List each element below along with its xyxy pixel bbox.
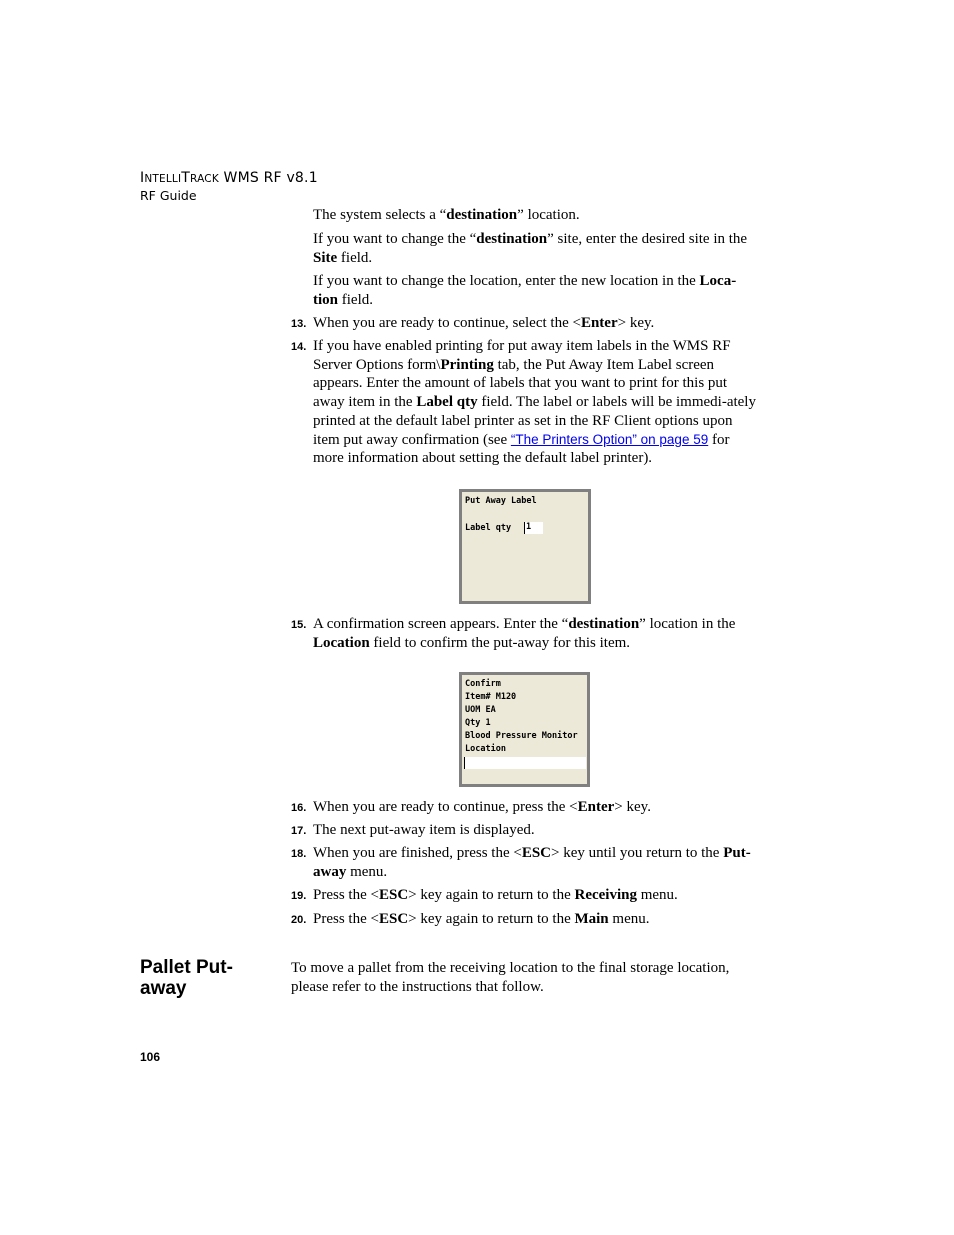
location-input[interactable] (464, 757, 586, 769)
paragraph-change-location: If you want to change the location, enter the new location in the Loca-tion field. (313, 273, 737, 308)
step-number: 17. (291, 825, 307, 837)
location-label: Location (465, 744, 506, 754)
paragraph-change-site: If you want to change the “destination” site, enter the desired site in the Site field. (313, 231, 748, 266)
put-away-label-screen (459, 489, 591, 604)
step-15-text: A confirmation screen appears. Enter the “destination” location in the Location field to confirm the put-away for this item. (313, 616, 736, 651)
step-17-text: The next put-away item is displayed. (313, 822, 535, 838)
screen-title: Put Away Label (465, 496, 537, 506)
label-qty-input[interactable]: 1 (524, 522, 543, 534)
section-body: To move a pallet from the receiving location to the final storage location, please refer to the instructions that follow. (291, 960, 730, 995)
label-qty-label: Label qty (465, 523, 512, 533)
running-header-title: INTELLITRACK WMS RF v8.1 (140, 170, 318, 186)
step-13-text: When you are ready to continue, select the <Enter> key. (313, 315, 655, 331)
qty: Qty 1 (465, 718, 491, 728)
section-heading: Pallet Put-away (140, 957, 233, 999)
step-number: 15. (291, 619, 307, 631)
step-number: 18. (291, 848, 307, 860)
confirm-title: Confirm (465, 679, 501, 689)
step-number: 16. (291, 802, 307, 814)
step-20-text: Press the <ESC> key again to return to the Main menu. (313, 911, 650, 927)
step-16-text: When you are ready to continue, press the <Enter> key. (313, 799, 651, 815)
page-number: 106 (140, 1050, 161, 1064)
step-18-text: When you are finished, press the <ESC> key until you return to the Put-away menu. (313, 845, 751, 880)
step-number: 14. (291, 341, 307, 353)
item-number: Item# M120 (465, 692, 517, 702)
step-number: 19. (291, 890, 307, 902)
running-header-subtitle: RF Guide (140, 188, 197, 203)
step-number: 13. (291, 318, 307, 330)
step-number: 20. (291, 914, 307, 926)
step-14-text: If you have enabled printing for put away item labels in the WMS RF Server Options form\Printing tab, the Put Away Item Label screen appears. Enter the amount of labels that you want to print for this put away item in the Label qty field. The label or labels will be immedi-ately printed at the default label printer as set in the RF Client options upon item put away confirmation (see “The Printers Option” on page 59 for more information about setting the default label printer). (313, 338, 756, 467)
paragraph-destination: The system selects a “destination” location. (313, 207, 580, 223)
uom: UOM EA (465, 705, 496, 715)
item-description: Blood Pressure Monitor (465, 731, 578, 741)
confirm-screen (459, 672, 590, 787)
printers-option-link[interactable]: “The Printers Option” on page 59 (510, 431, 709, 447)
step-19-text: Press the <ESC> key again to return to the Receiving menu. (313, 887, 678, 903)
